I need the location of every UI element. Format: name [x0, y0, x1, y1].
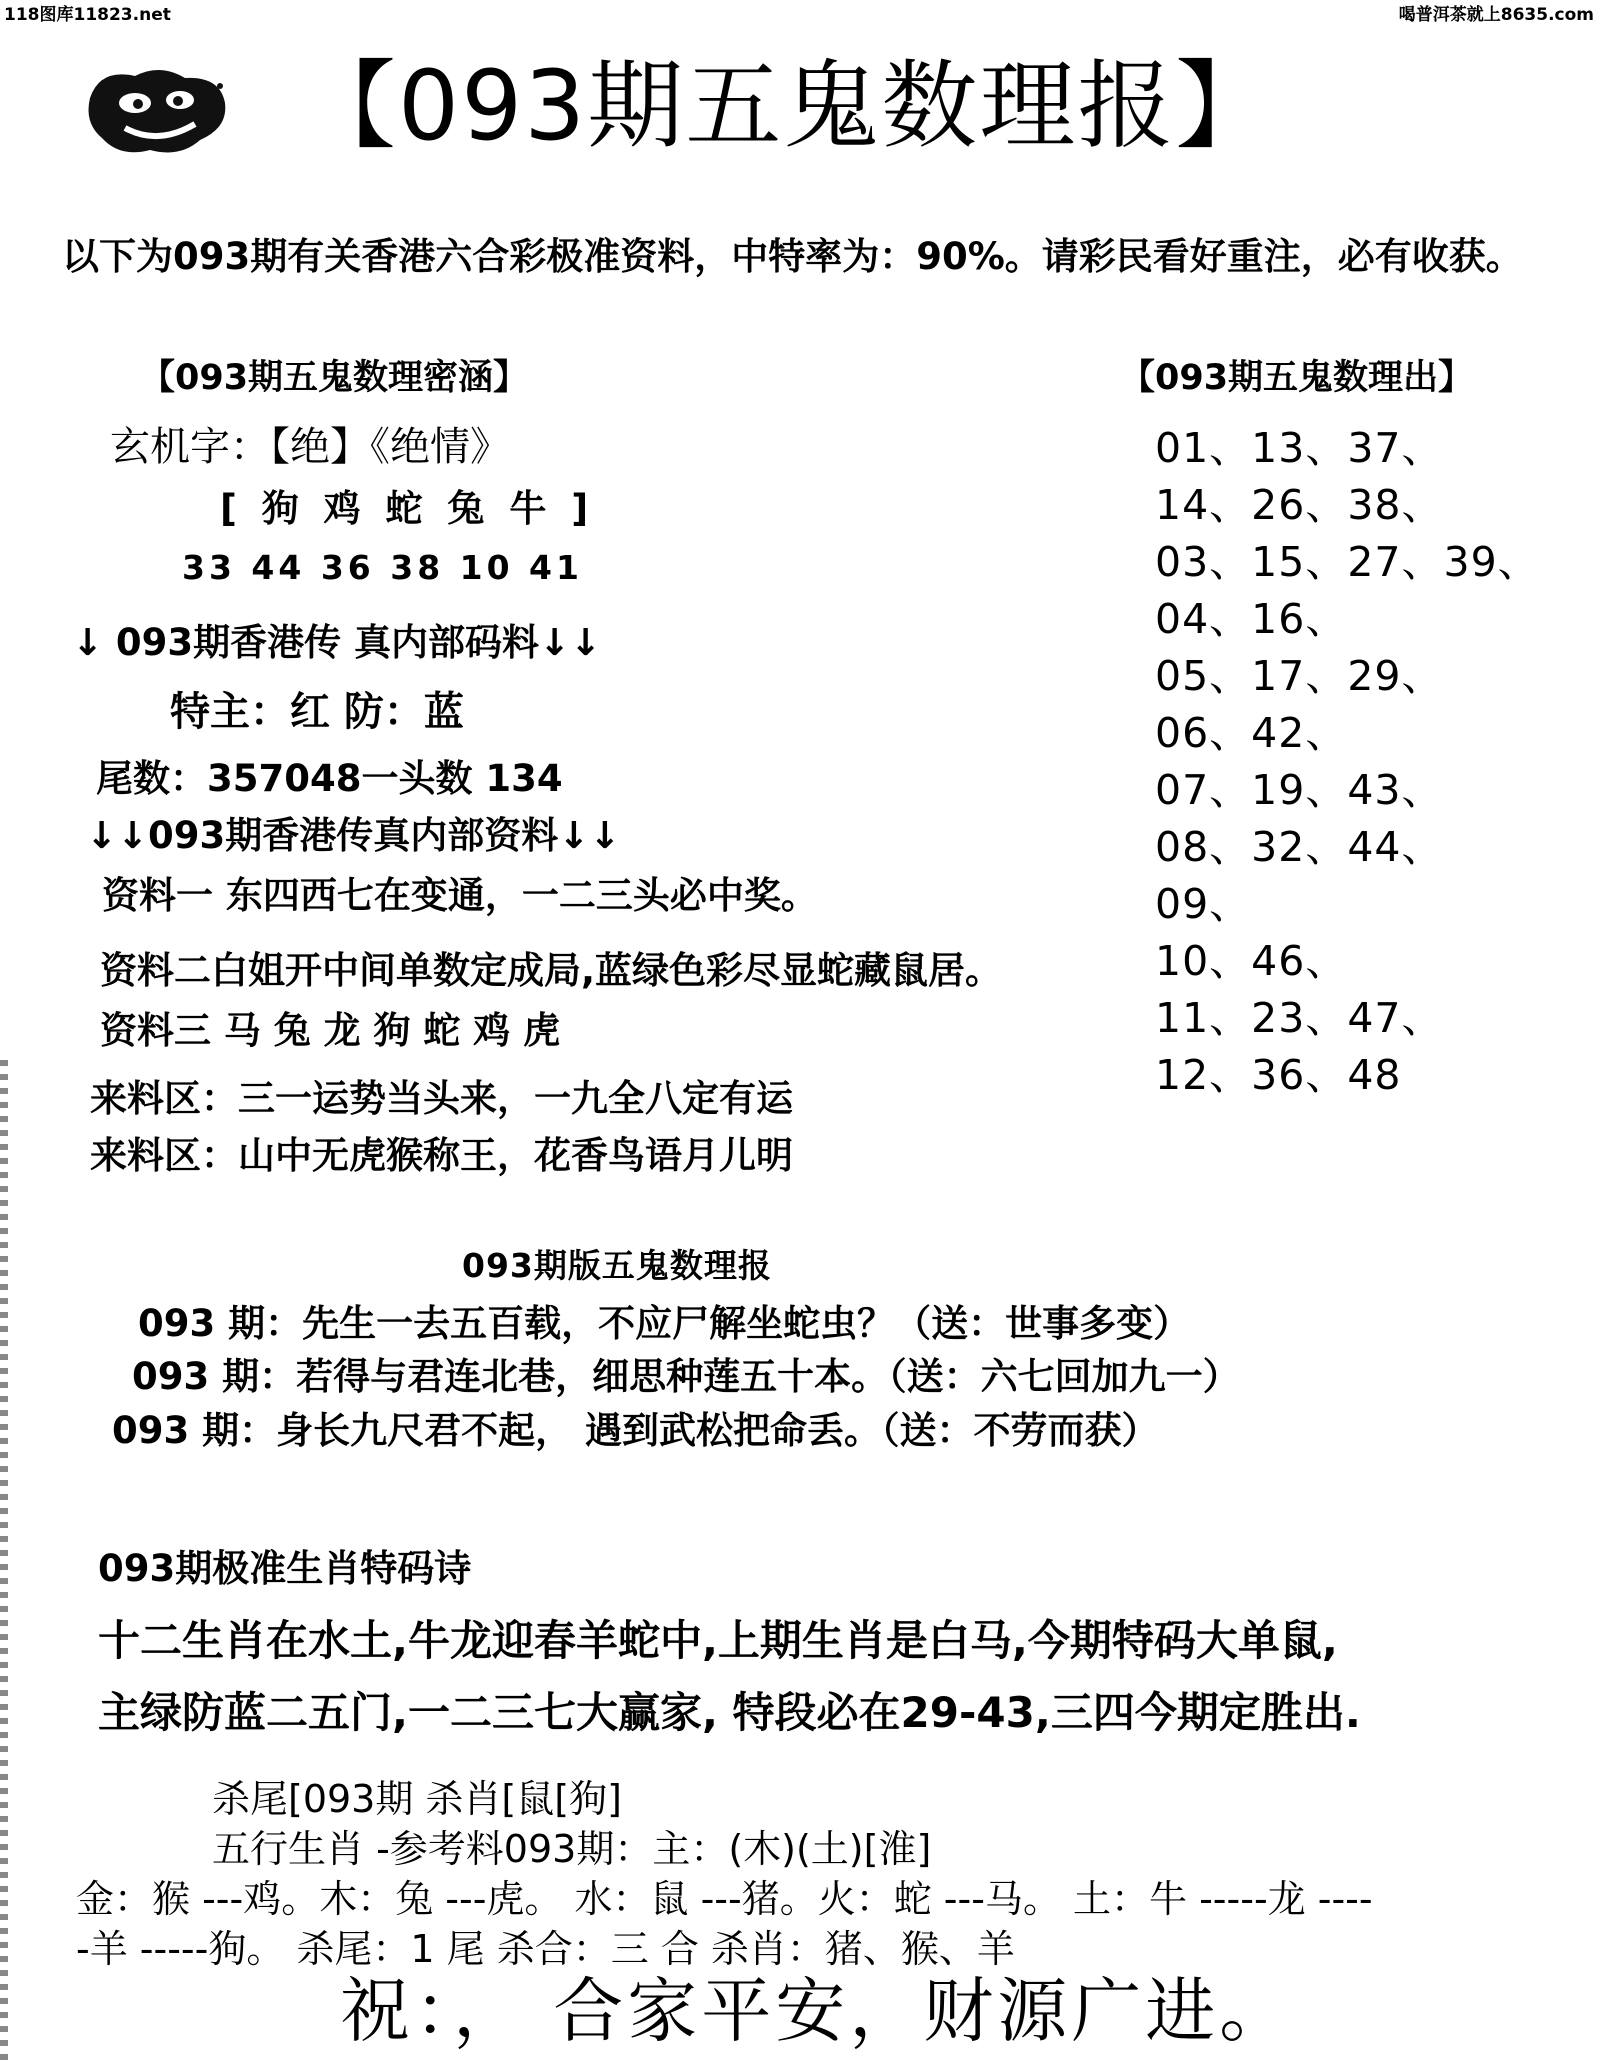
period-line-1: 093 期：先生一去五百载，不应尸解坐蛇虫？（送：世事多变） [138, 1302, 1191, 1345]
site-url-left: 118图库11823.net [4, 5, 171, 25]
poem-heading: 093期极准生肖特码诗 [98, 1547, 472, 1590]
number-row: 06、42、 [1155, 709, 1348, 757]
ziliao-2: 资料二白姐开中间单数定成局,蓝绿色彩尽显蛇藏鼠居。 [100, 949, 1003, 992]
ziliao-3: 资料三 马 兔 龙 狗 蛇 鸡 虎 [100, 1009, 561, 1052]
middle-heading: 093期版五鬼数理报 [462, 1246, 772, 1285]
number-row: 03、15、27、39、 [1155, 538, 1540, 586]
ziliao-1: 资料一 东四西七在变通，一二三头必中奖。 [102, 874, 818, 917]
period-line-3: 093 期：身长九尺君不起， 遇到武松把命丢。（送：不劳而获） [112, 1409, 1159, 1452]
zodiac-bracket: [ 狗 鸡 蛇 兔 牛 ] [220, 487, 595, 530]
ghost-face-logo-icon [80, 58, 230, 163]
elements-line-2: -羊 -----狗。 杀尾：1 尾 杀合：三 合 杀肖：猪、猴、羊 [76, 1927, 1015, 1971]
number-row: 14、26、38、 [1155, 481, 1444, 529]
zodiac-numbers: 33 44 36 38 10 41 [182, 548, 583, 587]
weishu-line: 尾数：357048一头数 134 [96, 757, 563, 800]
number-row: 09、 [1155, 880, 1252, 928]
inside-heading-1: ↓ 093期香港传 真内部码料↓↓ [72, 621, 602, 664]
lailiao-2: 来料区：山中无虎猴称王，花香鸟语月儿明 [90, 1134, 793, 1177]
period-line-2: 093 期：若得与君连北巷，细思种莲五十本。（送：六七回加九一） [132, 1355, 1240, 1398]
number-row: 05、17、29、 [1155, 652, 1444, 700]
scan-edge-marks [0, 1060, 8, 2060]
poem-line-2: 主绿防蓝二五门,一二三七大赢家, 特段必在29-43,三四今期定胜出. [98, 1688, 1361, 1737]
number-row: 07、19、43、 [1155, 766, 1444, 814]
tezhu-line: 特主：红 防：蓝 [170, 689, 464, 735]
site-url-right: 喝普洱茶就上8635.com [1398, 5, 1594, 25]
number-row: 12、36、48 [1155, 1051, 1402, 1099]
number-row: 01、13、37、 [1155, 424, 1444, 472]
inside-heading-2: ↓↓093期香港传真内部资料↓↓ [86, 814, 621, 857]
left-heading: 【093期五鬼数理密涵】 [140, 358, 529, 398]
number-row: 10、46、 [1155, 937, 1348, 985]
wuxing-line: 五行生肖 -参考料093期：主：(木)(土)[淮] [212, 1827, 932, 1871]
xuanji-line: 玄机字：【绝】《绝情》 [110, 424, 510, 470]
lailiao-1: 来料区：三一运势当头来，一九全八定有运 [90, 1077, 793, 1120]
intro-text: 以下为093期有关香港六合彩极准资料，中特率为：90%。请彩民看好重注，必有收获。 [62, 235, 1523, 278]
shawei-line: 杀尾[093期 杀肖[鼠[狗] [212, 1777, 622, 1821]
right-heading: 【093期五鬼数理出】 [1120, 358, 1474, 398]
number-row: 11、23、47、 [1155, 994, 1444, 1042]
number-list [1155, 420, 1575, 1104]
blessing: 祝：， 合家平安，财源广进。 [340, 1970, 1294, 2052]
poem-line-1: 十二生肖在水土,牛龙迎春羊蛇中,上期生肖是白马,今期特码大单鼠, [98, 1616, 1338, 1665]
page-title: 【093期五鬼数理报】 [300, 50, 1274, 162]
number-row: 04、16、 [1155, 595, 1348, 643]
elements-line-1: 金：猴 ---鸡。木：兔 ---虎。 水：鼠 ---猪。火：蛇 ---马。 土：牛 -----龙 ---- [76, 1877, 1373, 1921]
number-row: 08、32、44、 [1155, 823, 1444, 871]
